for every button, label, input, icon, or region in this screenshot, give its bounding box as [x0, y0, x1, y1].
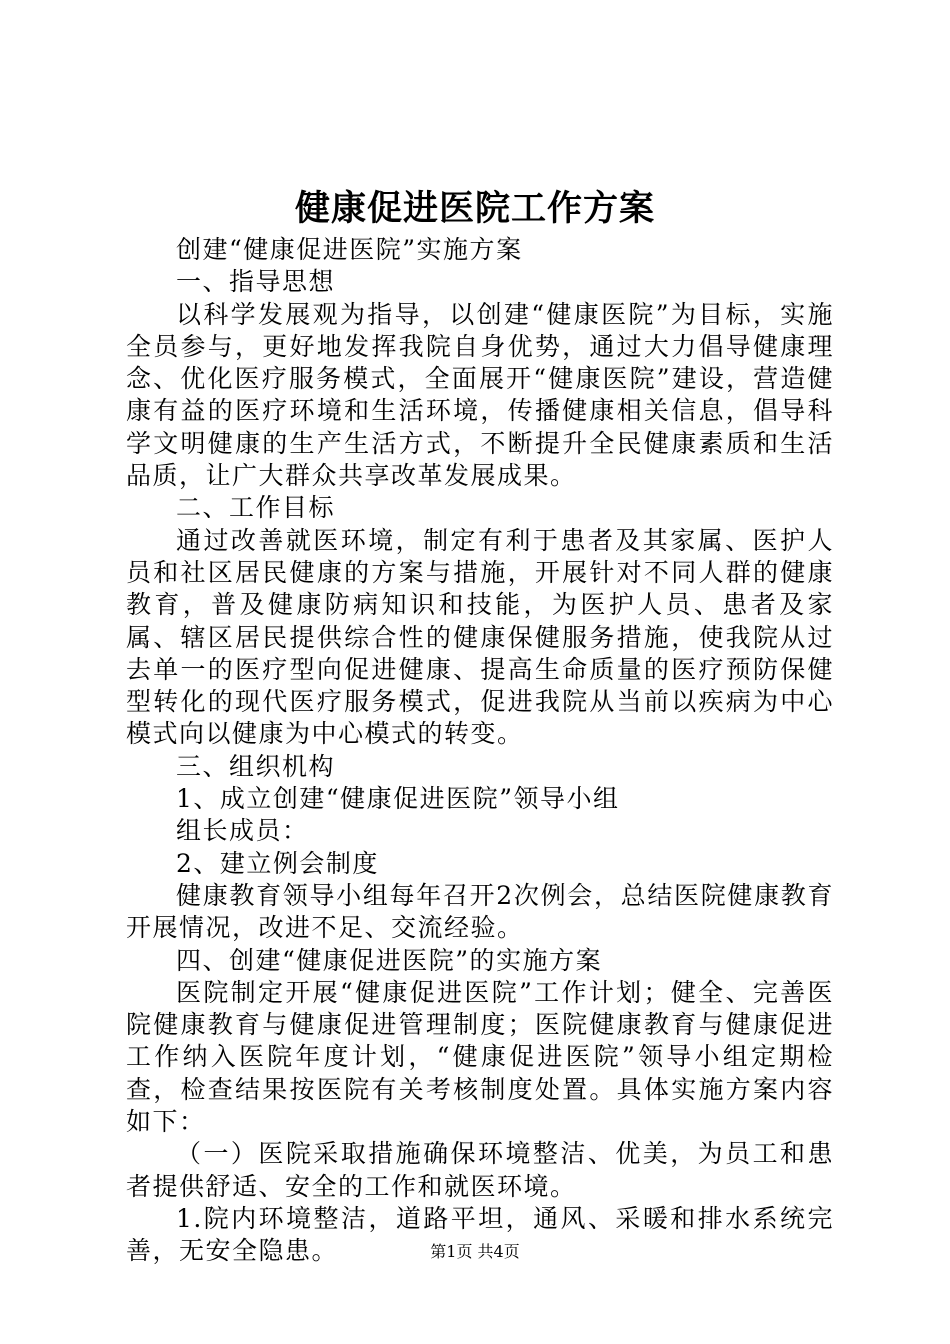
document-body [126, 234, 834, 1268]
paragraph-measure-one: （一）医院采取措施确保环境整洁、优美，为员工和患者提供舒适、安全的工作和就医环境。 [126, 1139, 834, 1201]
section-heading-organization: 三、组织机构 [176, 751, 336, 781]
paragraph-implementation: 医院制定开展“健康促进医院”工作计划；健全、完善医院健康教育与健康促进管理制度；医院健康教育与健康促进工作纳入医院年度计划，“健康促进医院”领导小组定期检查，检查结果按医院有关考核制度处置。具体实施方案内容如下： [126, 977, 834, 1137]
section-heading-implementation: 四、创建“健康促进医院”的实施方案 [176, 945, 603, 975]
paragraph-plan-heading: 创建“健康促进医院”实施方案 [176, 235, 523, 264]
section-heading-work-goals: 二、工作目标 [176, 493, 336, 523]
paragraph-environment: 1.院内环境整洁，道路平坦，通风、采暖和排水系统完善，无安全隐患。 [126, 1203, 834, 1266]
document-title: 健康促进医院工作方案 [294, 188, 655, 229]
paragraph-guiding-ideology: 以科学发展观为指导，以创建“健康医院”为目标，实施全员参与，更好地发挥我院自身优势，通过大力倡导健康理念、优化医疗服务模式，全面展开“健康医院”建设，营造健康有益的医疗环境和生活环境，传播健康相关信息，倡导科学文明健康的生产生活方式，不断提升全民健康素质和生活品质，让广大群众共享改革发展成果。 [126, 299, 834, 491]
paragraph-meeting-details: 健康教育领导小组每年召开2次例会，总结医院健康教育开展情况，改进不足、交流经验。 [126, 880, 834, 943]
paragraph-leading-group: 1、成立创建“健康促进医院”领导小组 [176, 784, 620, 814]
section-heading-guiding-ideology: 一、指导思想 [176, 267, 336, 297]
page-footer: 第1页 共4页 [430, 1242, 520, 1261]
paragraph-group-members: 组长成员： [176, 816, 309, 846]
paragraph-meeting-system: 2、建立例会制度 [176, 848, 379, 878]
paragraph-work-goals: 通过改善就医环境，制定有利于患者及其家属、医护人员和社区居民健康的方案与措施，开展针对不同人群的健康教育，普及健康防病知识和技能，为医护人员、患者及家属、辖区居民提供综合性的健康保健服务措施，使我院从过去单一的医疗型向促进健康、提高生命质量的医疗预防保健型转化的现代医疗服务模式，促进我院从当前以疾病为中心模式向以健康为中心模式的转变。 [126, 525, 834, 749]
